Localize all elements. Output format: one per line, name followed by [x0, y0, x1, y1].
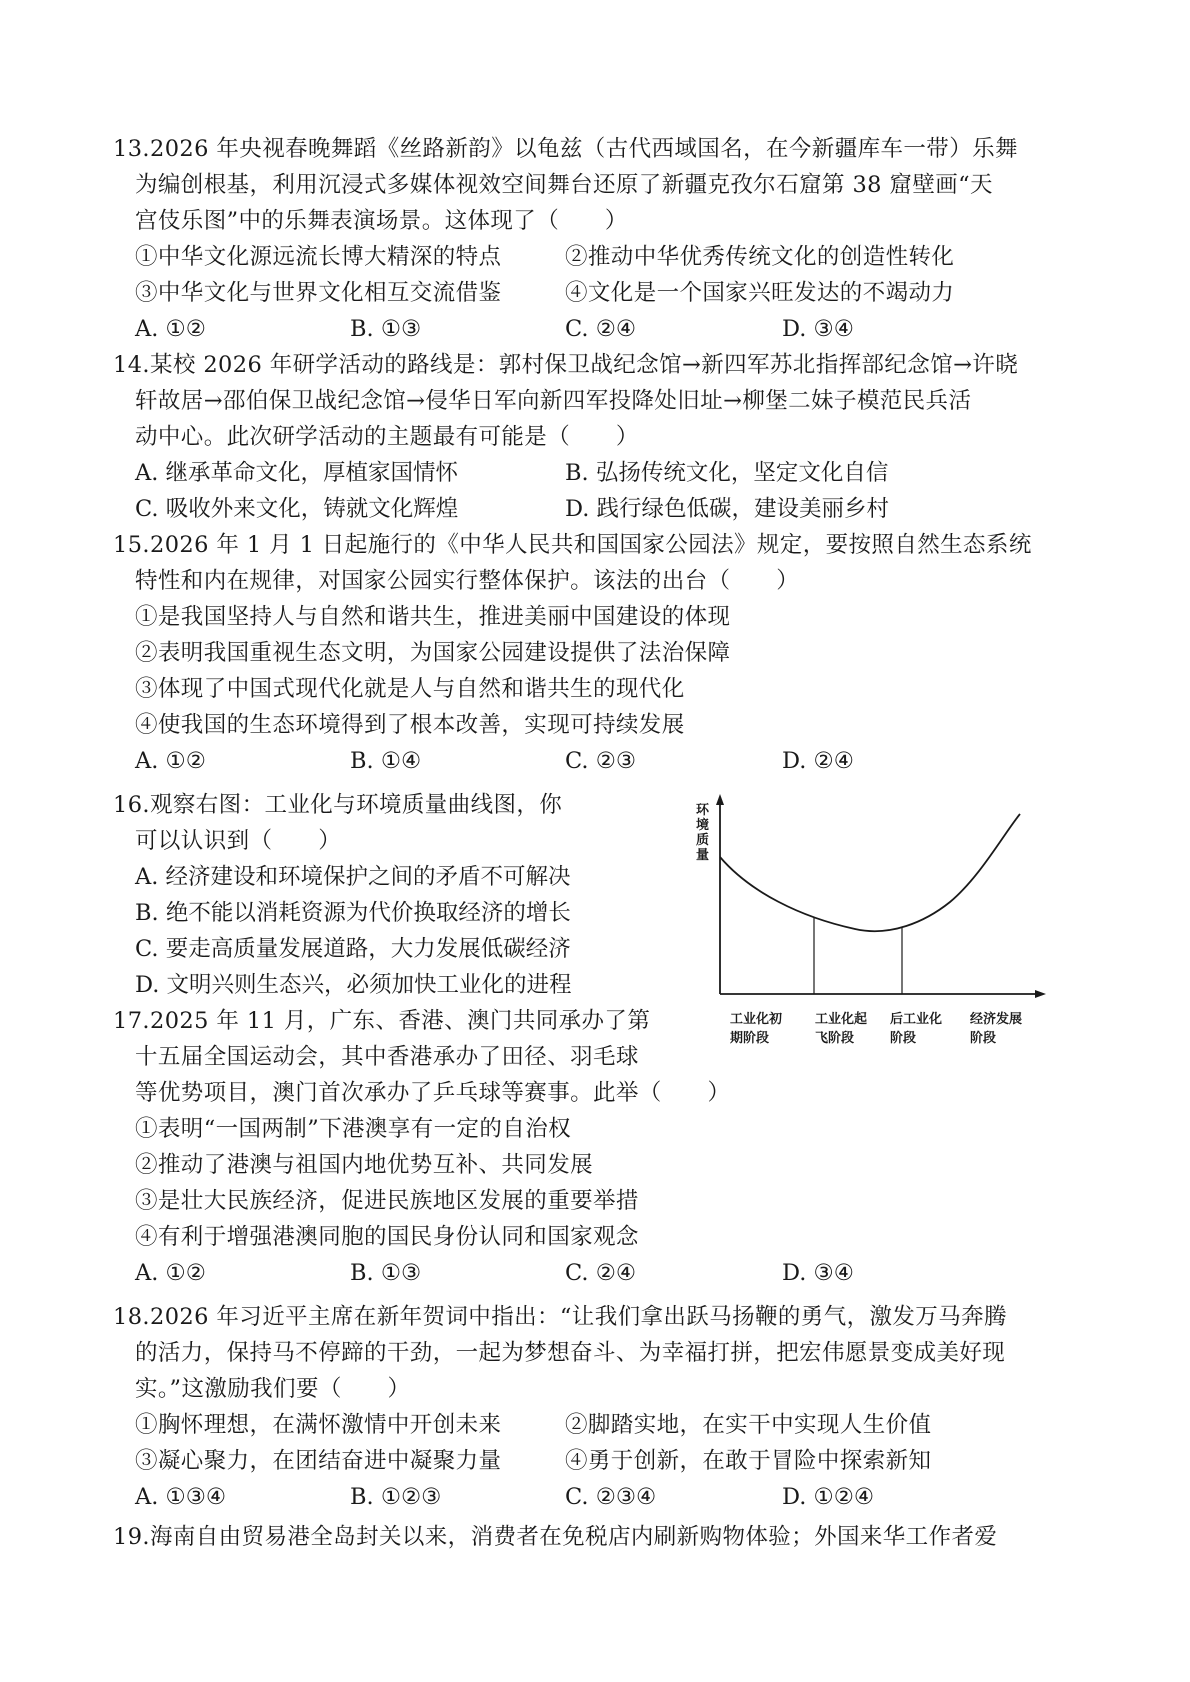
y-label-char-1: 环: [696, 803, 710, 818]
q18-statement-2: ②脚踏实地，在实干中实现人生价值: [565, 1412, 932, 1438]
x-axis-label-line-1: 经济发展: [970, 1012, 1023, 1027]
q13-stem-line-1: 13.2026 年央视春晚舞蹈《丝路新韵》以龟兹（古代西域国名，在今新疆库车一带）乐舞: [113, 136, 1018, 162]
q13-statement-3: ③中华文化与世界文化相互交流借鉴: [135, 280, 502, 306]
x-axis-label-line-2: 阶段: [970, 1031, 997, 1046]
q17-statement-1: ①表明“一国两制”下港澳享有一定的自治权: [135, 1116, 572, 1142]
q14-stem-line-3: 动中心。此次研学活动的主题最有可能是（ ）: [135, 424, 639, 450]
q13-stem-line-2: 为编创根基，利用沉浸式多媒体视效空间舞台还原了新疆克孜尔石窟第 38 窟壁画“天: [135, 172, 993, 198]
q14-stem-line-1: 14.某校 2026 年研学活动的路线是：郭村保卫战纪念馆→新四军苏北指挥部纪念馆→许晓: [113, 352, 1019, 378]
x-label-stage-1-line-1: 工业化初: [730, 1012, 783, 1027]
q18-statement-3: ③凝心聚力，在团结奋进中凝聚力量: [135, 1448, 502, 1474]
q18-option-c[interactable]: C. ②③④: [565, 1484, 657, 1510]
q14-option-c[interactable]: C. 吸收外来文化，铸就文化辉煌: [135, 496, 459, 522]
q15-option-c[interactable]: C. ②③: [565, 748, 637, 774]
q15-stem-line-2: 特性和内在规律，对国家公园实行整体保护。该法的出台（ ）: [135, 568, 800, 594]
q15-option-a[interactable]: A. ①②: [135, 748, 206, 774]
q18-option-b[interactable]: B. ①②③: [350, 1484, 442, 1510]
q14-option-a[interactable]: A. 继承革命文化，厚植家国情怀: [135, 460, 459, 486]
x-label-stage-3-line-1: 后工业化: [890, 1012, 943, 1027]
environment-quality-curve: [720, 814, 1020, 931]
q15-statement-1: ①是我国坚持人与自然和谐共生，推进美丽中国建设的体现: [135, 604, 731, 630]
q16-stem-line-2: 可以认识到（ ）: [135, 828, 342, 854]
q18-statement-1: ①胸怀理想，在满怀激情中开创未来: [135, 1412, 502, 1438]
q13-statement-2: ②推动中华优秀传统文化的创造性转化: [565, 244, 955, 270]
q18-statement-4: ④勇于创新，在敢于冒险中探索新知: [565, 1448, 932, 1474]
x-label-stage-1-line-2: 期阶段: [730, 1031, 770, 1046]
q16-option-a[interactable]: A. 经济建设和环境保护之间的矛盾不可解决: [135, 864, 571, 890]
q16-option-c[interactable]: C. 要走高质量发展道路，大力发展低碳经济: [135, 936, 571, 962]
q16-stem-line-1: 16.观察右图：工业化与环境质量曲线图，你: [113, 792, 563, 818]
q16-option-d[interactable]: D. 文明兴则生态兴，必须加快工业化的进程: [135, 972, 572, 998]
q15-statement-3: ③体现了中国式现代化就是人与自然和谐共生的现代化: [135, 676, 685, 702]
q15-option-d[interactable]: D. ②④: [782, 748, 854, 774]
q17-statement-3: ③是壮大民族经济，促进民族地区发展的重要举措: [135, 1188, 639, 1214]
q17-option-a[interactable]: A. ①②: [135, 1260, 206, 1286]
q17-statement-2: ②推动了港澳与祖国内地优势互补、共同发展: [135, 1152, 594, 1178]
x-label-stage-3-line-2: 阶段: [890, 1031, 917, 1046]
q14-stem-line-2: 轩故居→邵伯保卫战纪念馆→侵华日军向新四军投降处旧址→柳堡二妹子模范民兵活: [135, 388, 972, 414]
y-label-char-4: 量: [696, 848, 710, 863]
q17-option-c[interactable]: C. ②④: [565, 1260, 637, 1286]
q18-stem-line-2: 的活力，保持马不停蹄的干劲，一起为梦想奋斗、为幸福打拼，把宏伟愿景变成美好现: [135, 1340, 1006, 1366]
q18-option-d[interactable]: D. ①②④: [782, 1484, 875, 1510]
industrialization-environment-chart: [690, 792, 1050, 1072]
q18-stem-line-3: 实。”这激励我们要（ ）: [135, 1376, 411, 1402]
q15-statement-2: ②表明我国重视生态文明，为国家公园建设提供了法治保障: [135, 640, 731, 666]
q15-statement-4: ④使我国的生态环境得到了根本改善，实现可持续发展: [135, 712, 685, 738]
q18-option-a[interactable]: A. ①③④: [135, 1484, 227, 1510]
q13-option-c[interactable]: C. ②④: [565, 316, 637, 342]
y-label-char-3: 质: [696, 833, 710, 848]
q17-stem-line-1: 17.2025 年 11 月，广东、香港、澳门共同承办了第: [113, 1008, 651, 1034]
q15-option-b[interactable]: B. ①④: [350, 748, 422, 774]
q17-stem-line-3: 等优势项目，澳门首次承办了乒乓球等赛事。此举（ ）: [135, 1080, 731, 1106]
q14-option-b[interactable]: B. 弘扬传统文化，坚定文化自信: [565, 460, 889, 486]
q13-option-d[interactable]: D. ③④: [782, 316, 854, 342]
q17-option-d[interactable]: D. ③④: [782, 1260, 854, 1286]
q17-stem-line-2: 十五届全国运动会，其中香港承办了田径、羽毛球: [135, 1044, 639, 1070]
q13-option-b[interactable]: B. ①③: [350, 316, 422, 342]
q18-stem-line-1: 18.2026 年习近平主席在新年贺词中指出：“让我们拿出跃马扬鞭的勇气，激发万马奔腾: [113, 1304, 1007, 1330]
q19-stem-line-1: 19.海南自由贸易港全岛封关以来，消费者在免税店内刷新购物体验；外国来华工作者爱: [113, 1524, 998, 1550]
q13-option-a[interactable]: A. ①②: [135, 316, 206, 342]
x-label-stage-2-line-1: 工业化起: [815, 1012, 868, 1027]
q17-option-b[interactable]: B. ①③: [350, 1260, 422, 1286]
q14-option-d[interactable]: D. 践行绿色低碳，建设美丽乡村: [565, 496, 890, 522]
q13-statement-1: ①中华文化源远流长博大精深的特点: [135, 244, 502, 270]
y-label-char-2: 境: [696, 818, 710, 833]
x-axis-arrow: [1035, 990, 1046, 998]
x-label-stage-2-line-2: 飞阶段: [815, 1031, 855, 1046]
q13-stem-line-3: 宫伎乐图”中的乐舞表演场景。这体现了（ ）: [135, 208, 628, 234]
y-axis-arrow: [716, 794, 724, 805]
q15-stem-line-1: 15.2026 年 1 月 1 日起施行的《中华人民共和国国家公园法》规定，要按照自然生态系统: [113, 532, 1032, 558]
q17-statement-4: ④有利于增强港澳同胞的国民身份认同和国家观念: [135, 1224, 639, 1250]
q13-statement-4: ④文化是一个国家兴旺发达的不竭动力: [565, 280, 955, 306]
q16-option-b[interactable]: B. 绝不能以消耗资源为代价换取经济的增长: [135, 900, 571, 926]
